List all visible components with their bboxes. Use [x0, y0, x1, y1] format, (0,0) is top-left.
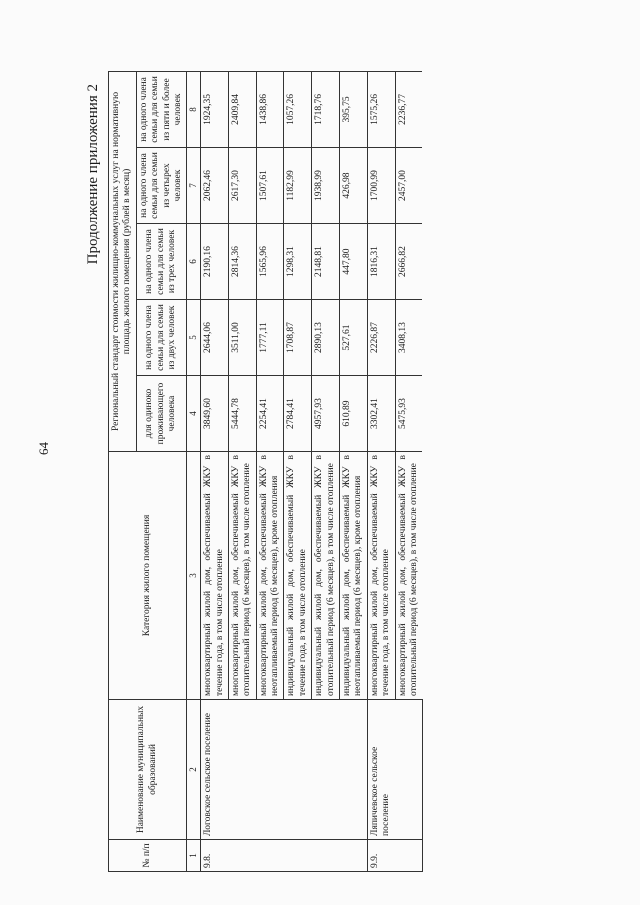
value-cell: 1938,99 [312, 148, 340, 224]
index-cell: 2 [187, 700, 201, 840]
value-cell: 2814,36 [228, 224, 256, 300]
value-cell: 2890,13 [312, 300, 340, 376]
value-cell: 2666,82 [395, 224, 422, 300]
category-cell: многоквартирный жилой дом, обеспечиваемый ЖКУ в течение года, в том числе отопление [201, 452, 229, 700]
value-cell: 4957,93 [312, 376, 340, 452]
value-cell: 610,89 [340, 376, 368, 452]
value-cell: 1777,11 [256, 300, 284, 376]
value-cell: 2236,77 [395, 71, 422, 147]
value-cell: 2457,00 [395, 148, 422, 224]
continuation-title: Продолжение приложения 2 [85, 84, 101, 265]
value-cell: 395,75 [340, 71, 368, 147]
index-cell: 7 [187, 148, 201, 224]
header-num: № п/п [109, 840, 187, 872]
header-col-four: на одного члена семьи для семьи из четырех человек [136, 148, 187, 224]
index-cell: 5 [187, 300, 201, 376]
value-cell: 1438,86 [256, 71, 284, 147]
value-cell: 447,80 [340, 224, 368, 300]
value-cell: 2784,41 [284, 376, 312, 452]
value-cell: 426,98 [340, 148, 368, 224]
value-cell: 527,61 [340, 300, 368, 376]
table-row [201, 71, 229, 871]
municipality-name: Ляпичевское сельское поселение [367, 700, 422, 840]
row-number: 9.8. [201, 840, 368, 872]
header-col-three: на одного члена семьи для семьи из трех человек [136, 224, 187, 300]
value-cell: 1298,31 [284, 224, 312, 300]
municipality-name: Логовское сельское поселение [201, 700, 368, 840]
value-cell: 1924,35 [201, 71, 229, 147]
category-cell: индивидуальный жилой дом, обеспечиваемый ЖКУ в неотапливаемый период (6 месяцев), кроме отопления [340, 452, 368, 700]
header-col-single: для одиноко проживающего человека [136, 376, 187, 452]
rotated-sheet [82, 72, 622, 872]
value-cell: 1182,99 [284, 148, 312, 224]
value-cell: 2190,16 [201, 224, 229, 300]
value-cell: 3302,41 [367, 376, 395, 452]
value-cell: 1575,26 [367, 71, 395, 147]
category-cell: многоквартирный жилой дом, обеспечиваемый ЖКУ в неотапливаемый период (6 месяцев), кроме отопления [256, 452, 284, 700]
value-cell: 2254,41 [256, 376, 284, 452]
value-cell: 3408,13 [395, 300, 422, 376]
header-municipality: Наименование муниципальных образований [109, 700, 187, 840]
value-cell: 1565,96 [256, 224, 284, 300]
value-cell: 2226,87 [367, 300, 395, 376]
value-cell: 3849,60 [201, 376, 229, 452]
index-cell: 8 [187, 71, 201, 147]
value-cell: 2617,30 [228, 148, 256, 224]
header-category: Категория жилого помещения [109, 452, 187, 700]
value-cell: 1057,26 [284, 71, 312, 147]
index-cell: 1 [187, 840, 201, 872]
category-cell: индивидуальный жилой дом, обеспечиваемый ЖКУ в течение года, в том числе отопление [284, 452, 312, 700]
standards-table [108, 71, 423, 872]
table-row [367, 71, 395, 871]
category-cell: многоквартирный жилой дом, обеспечиваемый ЖКУ в отопительный период (6 месяцев), в том числе отопление [395, 452, 422, 700]
row-number: 9.9. [367, 840, 422, 872]
value-cell: 5444,78 [228, 376, 256, 452]
index-cell: 4 [187, 376, 201, 452]
value-cell: 1708,87 [284, 300, 312, 376]
value-cell: 2148,81 [312, 224, 340, 300]
header-col-five: на одного члена семьи для семьи из пяти и более человек [136, 71, 187, 147]
value-cell: 2062,46 [201, 148, 229, 224]
value-cell: 5475,93 [395, 376, 422, 452]
index-cell: 6 [187, 224, 201, 300]
category-cell: многоквартирный жилой дом, обеспечиваемый ЖКУ в отопительный период (6 месяцев), в том числе отопление [228, 452, 256, 700]
category-cell: многоквартирный жилой дом, обеспечиваемый ЖКУ в течение года, в том числе отопление [367, 452, 395, 700]
value-cell: 1816,31 [367, 224, 395, 300]
value-cell: 1700,99 [367, 148, 395, 224]
category-cell: индивидуальный жилой дом, обеспечиваемый ЖКУ в отопительный период (6 месяцев), в том числе отопление [312, 452, 340, 700]
header-standard-group: Региональный стандарт стоимости жилищно-коммунальных услуг на нормативную площадь жилого помещения (рублей в месяц) [109, 71, 137, 451]
value-cell: 1507,61 [256, 148, 284, 224]
page-number: 64 [36, 442, 51, 455]
value-cell: 3511,00 [228, 300, 256, 376]
value-cell: 1718,76 [312, 71, 340, 147]
header-col-two: на одного члена семьи для семьи из двух человек [136, 300, 187, 376]
header-row-1 [109, 71, 137, 871]
index-row [187, 71, 201, 871]
value-cell: 2644,06 [201, 300, 229, 376]
value-cell: 2409,84 [228, 71, 256, 147]
index-cell: 3 [187, 452, 201, 700]
